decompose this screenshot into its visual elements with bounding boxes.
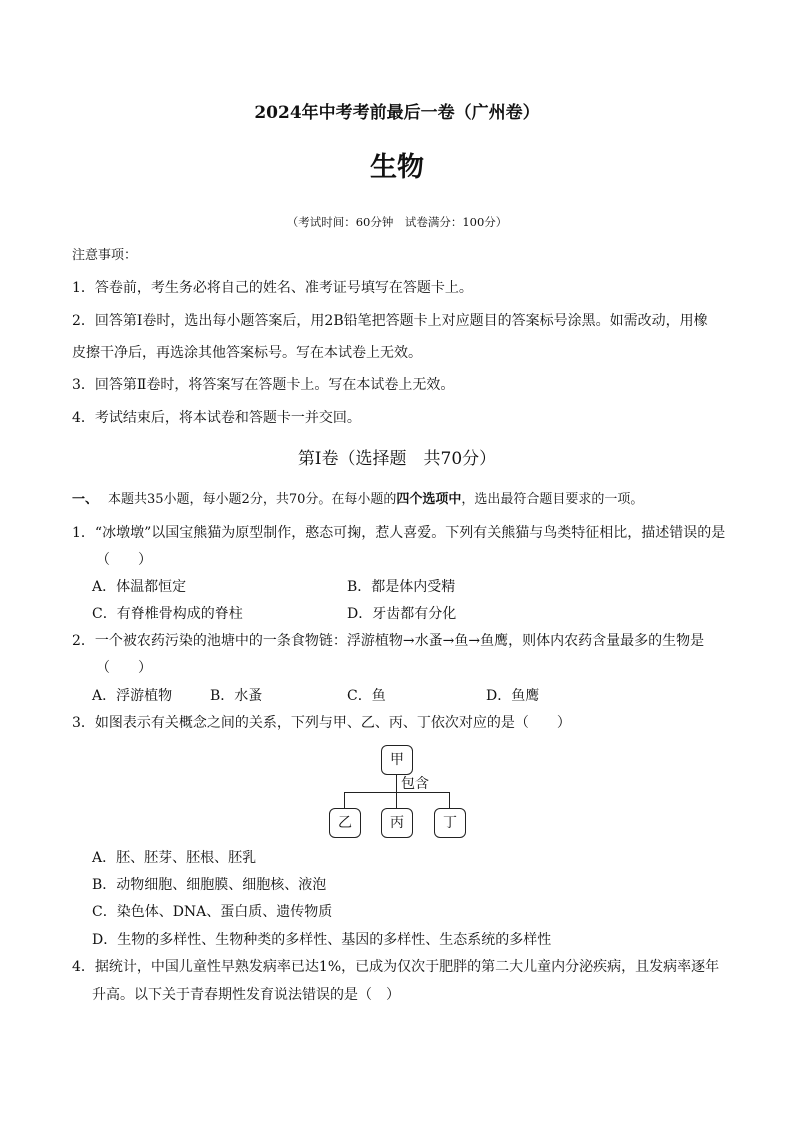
q3-option-b: B．动物细胞、细胞膜、细胞核、液泡 bbox=[92, 877, 327, 893]
concept-box-right: 丁 bbox=[434, 808, 466, 838]
q4-stem-line2: 升高。以下关于青春期性发育说法错误的是（ ） bbox=[92, 987, 400, 1003]
note-item-2: 2．回答第Ⅰ卷时，选出每小题答案后，用2B铅笔把答题卡上对应题目的答案标号涂黑。如需改动，用橡 bbox=[72, 313, 708, 329]
concept-box-left: 乙 bbox=[329, 808, 361, 838]
connector-middle bbox=[396, 792, 397, 808]
subject-title: 生物 bbox=[370, 152, 424, 183]
connector-stem bbox=[396, 775, 397, 792]
instruction-prefix: 一、 bbox=[72, 492, 99, 507]
q2-stem: 2．一个被农药污染的池塘中的一条食物链：浮游植物→水蚤→鱼→鱼鹰，则体内农药含量最多的生物是 bbox=[72, 633, 705, 649]
note-item-2-cont: 皮擦干净后，再选涂其他答案标号。写在本试卷上无效。 bbox=[72, 345, 422, 361]
instruction-bold: 四个选项中 bbox=[396, 492, 462, 507]
note-item-4: 4．考试结束后，将本试卷和答题卡一并交回。 bbox=[72, 410, 361, 426]
relation-label: 包含 bbox=[401, 776, 429, 792]
q1-option-c: C．有脊椎骨构成的脊柱 bbox=[92, 606, 243, 622]
q1-option-a: A．体温都恒定 bbox=[92, 579, 187, 595]
q4-stem-line1: 4．据统计，中国儿童性早熟发病率已达1%，已成为仅次于肥胖的第二大儿童内分泌疾病，且发病率逐年 bbox=[72, 959, 720, 975]
instruction-text-a: 本题共35小题，每小题2分，共70分。在每小题的 bbox=[108, 492, 397, 507]
q3-option-a: A．胚、胚芽、胚根、胚乳 bbox=[92, 850, 257, 866]
q1-paren: （ ） bbox=[96, 552, 152, 568]
q3-stem: 3．如图表示有关概念之间的关系，下列与甲、乙、丙、丁依次对应的是（ ） bbox=[72, 715, 571, 731]
exam-info: （考试时间：60分钟 试卷满分：100分） bbox=[286, 215, 508, 229]
note-item-3: 3．回答第Ⅱ卷时，将答案写在答题卡上。写在本试卷上无效。 bbox=[72, 377, 455, 393]
q1-stem: 1．“冰墩墩”以国宝熊猫为原型制作，憨态可掬，惹人喜爱。下列有关熊猫与鸟类特征相比，描述错误的是 bbox=[72, 525, 726, 541]
connector-right bbox=[449, 792, 450, 808]
concept-box-middle: 丙 bbox=[381, 808, 413, 838]
q2-option-c: C．鱼 bbox=[347, 688, 386, 704]
exam-title: 2024年中考考前最后一卷（广州卷） bbox=[254, 103, 540, 123]
notes-heading: 注意事项： bbox=[72, 248, 138, 263]
q3-option-d: D．生物的多样性、生物种类的多样性、基因的多样性、生态系统的多样性 bbox=[92, 932, 552, 948]
concept-box-top: 甲 bbox=[381, 745, 413, 775]
q2-paren: （ ） bbox=[96, 660, 152, 676]
q2-option-a: A．浮游植物 bbox=[92, 688, 173, 704]
q1-option-d: D．牙齿都有分化 bbox=[347, 606, 457, 622]
note-item-1: 1．答卷前，考生务必将自己的姓名、准考证号填写在答题卡上。 bbox=[72, 280, 473, 296]
section-heading: 第Ⅰ卷（选择题 共70分） bbox=[297, 449, 497, 469]
section-instruction bbox=[72, 490, 643, 510]
connector-left bbox=[344, 792, 345, 808]
instruction-text-b: ，选出最符合题目要求的一项。 bbox=[461, 492, 644, 507]
q2-option-b: B．水蚤 bbox=[210, 688, 263, 704]
q1-option-b: B．都是体内受精 bbox=[347, 579, 456, 595]
q3-option-c: C．染色体、DNA、蛋白质、遗传物质 bbox=[92, 904, 333, 920]
q2-option-d: D．鱼鹰 bbox=[486, 688, 540, 704]
